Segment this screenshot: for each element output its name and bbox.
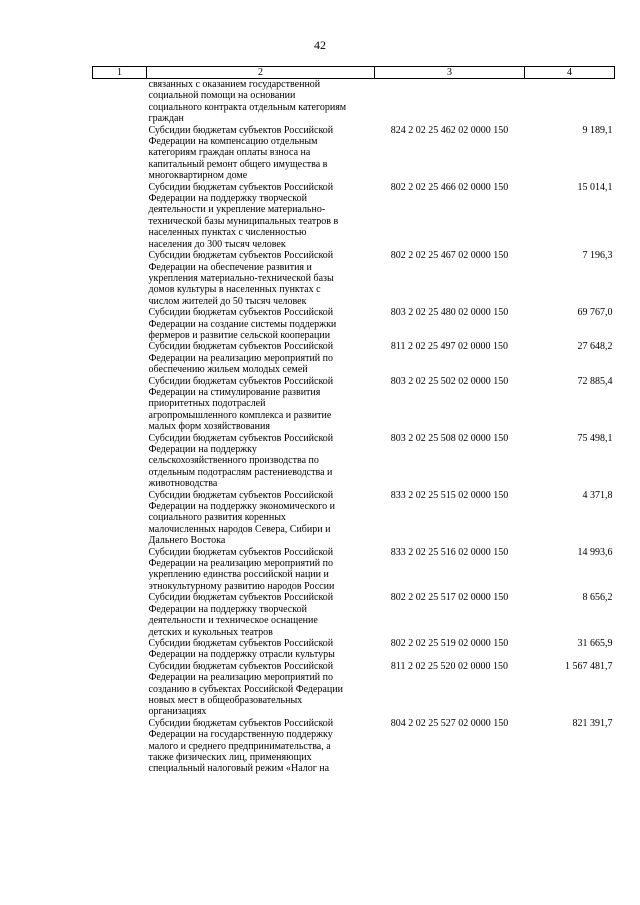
description-line: Федерации на реализацию мероприятий по: [148, 352, 334, 364]
description-line: Субсидии бюджетам субъектов Российской: [148, 660, 334, 672]
description-line: Федерации на реализацию мероприятий по: [148, 558, 334, 570]
row-number-cell: [93, 718, 147, 775]
header-row: [93, 67, 615, 79]
description-line: Федерации на поддержку: [148, 444, 257, 455]
description-line: технической базы муниципальных театров в: [148, 215, 339, 227]
description-line: Федерации на создание системы поддержки: [148, 318, 337, 330]
row-number-cell: [93, 638, 147, 661]
description-line: Субсидии бюджетам субъектов Российской: [148, 307, 334, 319]
row-code: 802 2 02 25 517 02 0000 150: [390, 592, 509, 604]
description-line: агропромышленного комплекса и развитие: [148, 409, 332, 421]
row-amount: 31 665,9: [577, 637, 613, 649]
description-line: населения до 300 тысяч человек: [148, 238, 286, 250]
row-code: 802 2 02 25 466 02 0000 150: [390, 181, 509, 193]
description-line: Субсидии бюджетам субъектов Российской: [148, 546, 334, 558]
description-line: новых мест в общеобразовательных: [148, 694, 303, 706]
row-number-cell: [93, 547, 147, 593]
row-code: 811 2 02 25 497 02 0000 150: [390, 341, 509, 353]
description-line: связанных с оказанием государственной: [148, 79, 321, 90]
description-line: Федерации на государственную поддержку: [148, 729, 333, 741]
description-line: укреплению единства российской нации и: [148, 569, 329, 581]
description-line: Федерации на поддержку творческой: [148, 193, 307, 205]
row-code: 802 2 02 25 467 02 0000 150: [390, 250, 509, 262]
row-amount: 7 196,3: [582, 250, 613, 262]
row-number-cell: [93, 307, 147, 341]
row-amount: 9 189,1: [582, 124, 613, 136]
table-row: [93, 638, 615, 661]
row-code: 833 2 02 25 515 02 0000 150: [390, 489, 509, 501]
description-line: деятельности и техническое оснащение: [148, 615, 318, 627]
description-line: Субсидии бюджетам субъектов Российской: [148, 489, 334, 501]
description-line: Субсидии бюджетам субъектов Российской: [148, 250, 334, 262]
description-line: фермеров и развитие сельской кооперации: [148, 329, 331, 341]
description-line: Федерации на поддержку экономического и: [148, 501, 336, 513]
table-row: [93, 307, 615, 341]
row-description: [147, 433, 375, 490]
row-description: [147, 125, 375, 182]
description-line: социальной помощи на основании: [148, 90, 296, 102]
row-amount: 821 391,7: [572, 717, 613, 729]
description-line: укрепления материально-технической базы: [148, 272, 334, 284]
row-number-cell: [93, 661, 147, 718]
row-number-cell: [93, 592, 147, 638]
description-line: Федерации на реализацию мероприятий по: [148, 672, 334, 684]
description-line: Субсидии бюджетам субъектов Российской: [148, 717, 334, 729]
description-line: социального контракта отдельным категориям: [148, 101, 347, 113]
header-col-4: 4: [525, 67, 615, 79]
row-description: [147, 547, 375, 593]
table-row: [93, 490, 615, 547]
row-code: 811 2 02 25 520 02 0000 150: [390, 660, 509, 672]
row-amount: 75 498,1: [577, 432, 613, 444]
row-description: [147, 341, 375, 375]
description-line: Субсидии бюджетам субъектов Российской: [148, 637, 334, 649]
row-description: [147, 182, 375, 250]
table-row: [93, 182, 615, 250]
description-line: Федерации на стимулирование развития: [148, 386, 321, 398]
description-line: Федерации на поддержку отрасли культуры: [148, 649, 335, 661]
row-number-cell: [93, 125, 147, 182]
row-code: 824 2 02 25 462 02 0000 150: [390, 124, 509, 136]
description-line: Дальнего Востока: [148, 535, 226, 547]
table-row: [93, 718, 615, 775]
row-code: 804 2 02 25 527 02 0000 150: [390, 717, 509, 729]
description-line: этнокультурному развитию народов России: [148, 580, 335, 592]
row-description: [147, 661, 375, 718]
header-col-3: 3: [375, 67, 525, 79]
row-amount: 69 767,0: [577, 307, 613, 319]
row-description: [147, 718, 375, 775]
description-line: категориям граждан оплаты взноса на: [148, 147, 311, 159]
row-description: [147, 490, 375, 547]
description-line: населенных пунктах с численностью: [148, 227, 307, 239]
description-line: Федерации на компенсацию отдельным: [148, 136, 318, 148]
page-number: 42: [314, 38, 326, 52]
description-line: животноводства: [148, 478, 218, 490]
table-row: [93, 547, 615, 593]
row-amount: 72 885,4: [577, 375, 613, 387]
description-line: многоквартирном доме: [148, 170, 248, 182]
table-row: [93, 79, 615, 125]
description-line: капитальный ремонт общего имущества в: [148, 158, 328, 170]
description-line: также физических лиц, применяющих: [148, 751, 312, 763]
table-body: [93, 79, 615, 775]
table-header: [93, 67, 615, 79]
description-line: организациях: [148, 706, 207, 718]
row-code: 803 2 02 25 480 02 0000 150: [390, 307, 509, 319]
header-col-1: 1: [93, 67, 147, 79]
description-line: малого и среднего предпринимательства, а: [148, 740, 331, 752]
description-line: Субсидии бюджетам субъектов Российской: [148, 181, 334, 193]
description-line: Федерации на поддержку творческой: [148, 603, 307, 615]
budget-table: [92, 66, 615, 775]
description-line: малых форм хозяйствования: [148, 421, 270, 433]
row-amount: 1 567 481,7: [565, 660, 613, 672]
description-line: детских и кукольных театров: [148, 626, 273, 638]
row-number-cell: [93, 433, 147, 490]
row-number-cell: [93, 376, 147, 433]
table-row: [93, 592, 615, 638]
row-code: 833 2 02 25 516 02 0000 150: [390, 546, 509, 558]
row-amount: 14 993,6: [577, 546, 613, 558]
row-description: [147, 592, 375, 638]
table-row: [93, 661, 615, 718]
row-amount: 8 656,2: [582, 592, 613, 604]
row-number-cell: [93, 490, 147, 547]
table-row: [93, 341, 615, 375]
description-line: Субсидии бюджетам субъектов Российской: [148, 341, 334, 353]
description-line: Субсидии бюджетам субъектов Российской: [148, 592, 334, 604]
row-code: [375, 79, 525, 125]
table-row: [93, 250, 615, 307]
description-line: Субсидии бюджетам субъектов Российской: [148, 432, 334, 444]
row-description: [147, 307, 375, 341]
description-line: специальный налоговый режим «Налог на: [148, 763, 330, 775]
row-number-cell: [93, 250, 147, 307]
description-line: малочисленных народов Севера, Сибири и: [148, 523, 331, 535]
row-description: [147, 638, 375, 661]
row-code: 803 2 02 25 508 02 0000 150: [390, 432, 509, 444]
row-amount: 27 648,2: [577, 341, 613, 353]
row-amount: 4 371,8: [582, 489, 613, 501]
row-description: [147, 79, 375, 125]
row-number-cell: [93, 182, 147, 250]
row-code: 803 2 02 25 502 02 0000 150: [390, 375, 509, 387]
row-description: [147, 250, 375, 307]
description-line: граждан: [148, 113, 184, 125]
description-line: числом жителей до 50 тысяч человек: [148, 295, 307, 307]
table-row: [93, 125, 615, 182]
description-line: социального развития коренных: [148, 512, 286, 524]
description-line: отдельным подотраслям растениеводства и: [148, 466, 333, 478]
description-line: деятельности и укрепление материально-: [148, 204, 326, 216]
description-line: приоритетных подотраслей: [148, 398, 266, 410]
description-line: домов культуры в населенных пунктах с: [148, 284, 321, 296]
description-line: Субсидии бюджетам субъектов Российской: [148, 124, 334, 136]
row-amount: 15 014,1: [577, 181, 613, 193]
row-number-cell: [93, 341, 147, 375]
table-row: [93, 376, 615, 433]
row-number-cell: [93, 79, 147, 125]
description-line: сельскохозяйственного производства по: [148, 455, 319, 467]
description-line: обеспечению жильем молодых семей: [148, 364, 308, 376]
description-line: Федерации на обеспечение развития и: [148, 261, 312, 273]
description-line: созданию в субъектах Российской Федерации: [148, 683, 343, 695]
row-amount: [525, 79, 615, 125]
description-line: Субсидии бюджетам субъектов Российской: [148, 375, 334, 387]
row-code: 802 2 02 25 519 02 0000 150: [390, 637, 509, 649]
header-col-2: 2: [147, 67, 375, 79]
table-row: [93, 433, 615, 490]
row-description: [147, 376, 375, 433]
